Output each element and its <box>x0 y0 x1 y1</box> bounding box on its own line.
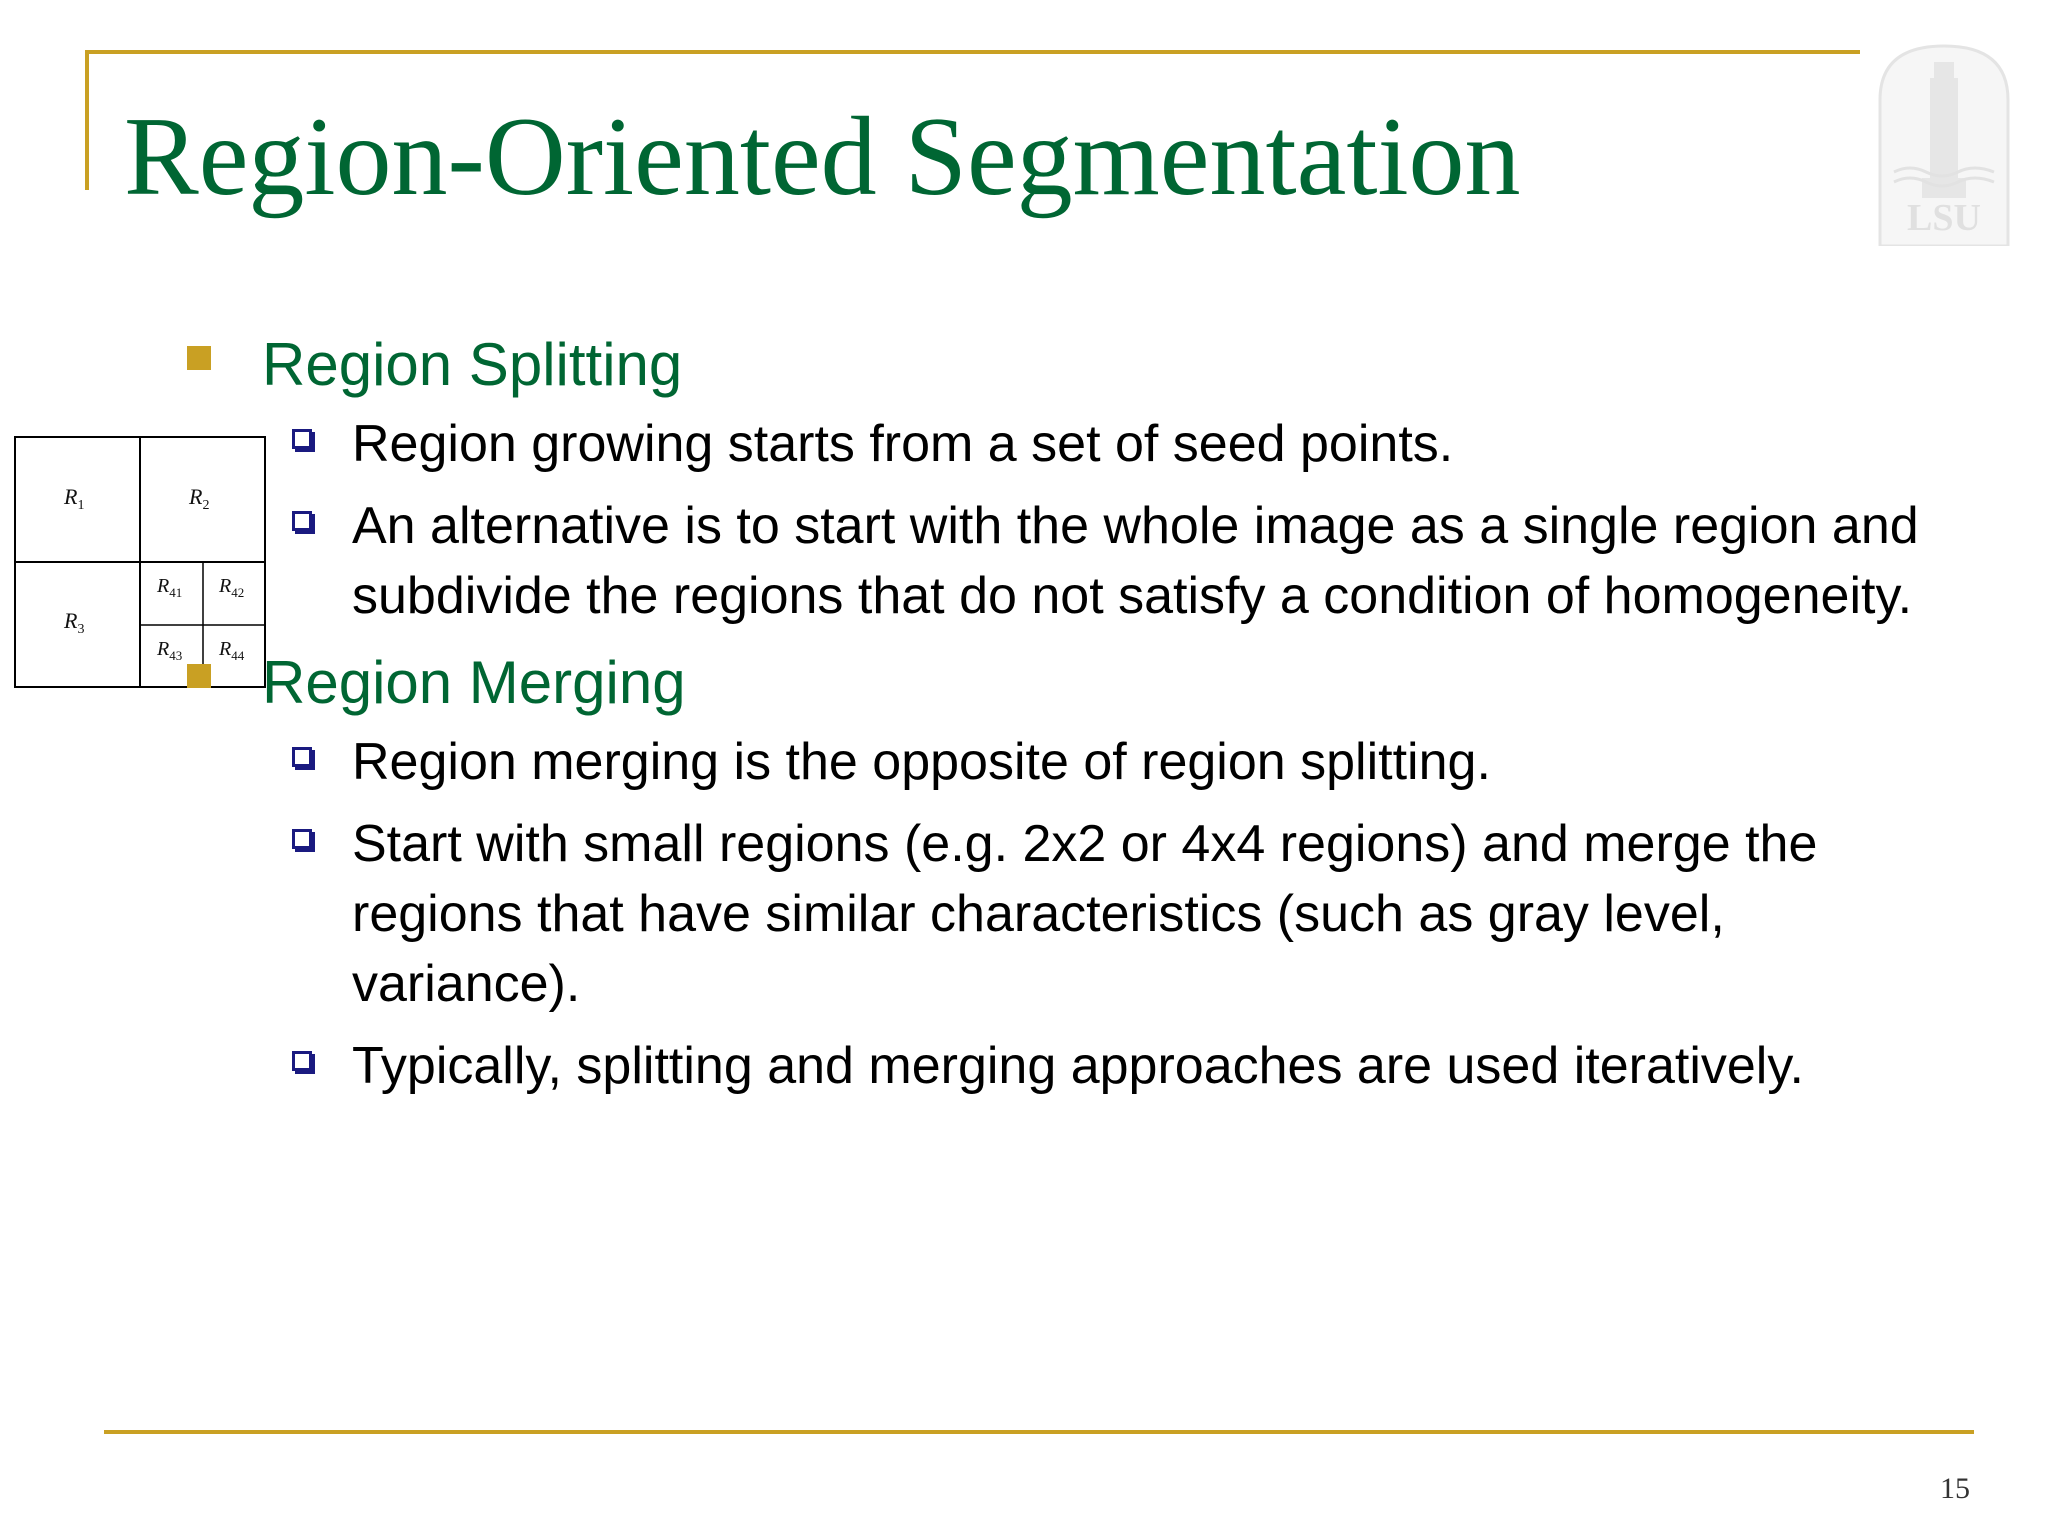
list-item-text: Typically, splitting and merging approaches are used iteratively. <box>352 1037 1804 1095</box>
list-item-text: Region merging is the opposite of region splitting. <box>352 733 1491 791</box>
label-r2: $R_2$ <box>189 484 210 513</box>
section-region-splitting <box>180 325 1920 631</box>
section-heading <box>180 643 1920 723</box>
slide-title: Region-Oriented Segmentation <box>124 95 1521 219</box>
lsu-logo-icon <box>1872 40 2016 246</box>
label-r42: $R_{42}$ <box>219 575 245 600</box>
list-item <box>180 491 1920 631</box>
bottom-rule <box>104 1430 1974 1434</box>
label-r3: $R_3$ <box>64 608 85 637</box>
list-item-text: An alternative is to start with the whole image as a single region and subdivide the regions that do not satisfy a condition of homogeneity. <box>352 497 1919 625</box>
section-heading <box>180 325 1920 405</box>
section-heading-text: Region Splitting <box>262 331 683 398</box>
square-bullet-icon <box>187 664 211 688</box>
label-r41: $R_{41}$ <box>157 575 183 600</box>
list-item <box>180 727 1920 797</box>
list-item <box>180 1031 1920 1101</box>
section-heading-text: Region Merging <box>262 649 686 716</box>
label-r43: $R_{43}$ <box>157 638 183 663</box>
sub-bullet-list <box>180 409 1920 631</box>
list-item <box>180 409 1920 479</box>
left-rule <box>85 50 89 190</box>
checkbox-bullet-icon <box>292 511 312 531</box>
checkbox-bullet-icon <box>292 747 312 767</box>
list-item <box>180 809 1920 1019</box>
list-item-text: Region growing starts from a set of seed points. <box>352 415 1454 473</box>
section-region-merging <box>180 643 1920 1101</box>
top-rule <box>85 50 1860 54</box>
label-r1: $R_1$ <box>64 484 85 513</box>
list-item-text: Start with small regions (e.g. 2x2 or 4x4 regions) and merge the regions that have similar characteristics (such as gray level, variance). <box>352 815 1818 1013</box>
slide-content <box>180 325 1920 1113</box>
square-bullet-icon <box>187 346 211 370</box>
page-number: 15 <box>1940 1472 1970 1505</box>
checkbox-bullet-icon <box>292 829 312 849</box>
label-r44: $R_{44}$ <box>219 638 245 663</box>
checkbox-bullet-icon <box>292 429 312 449</box>
checkbox-bullet-icon <box>292 1051 312 1071</box>
logo-text: LSU <box>1907 197 1981 239</box>
sub-bullet-list <box>180 727 1920 1101</box>
